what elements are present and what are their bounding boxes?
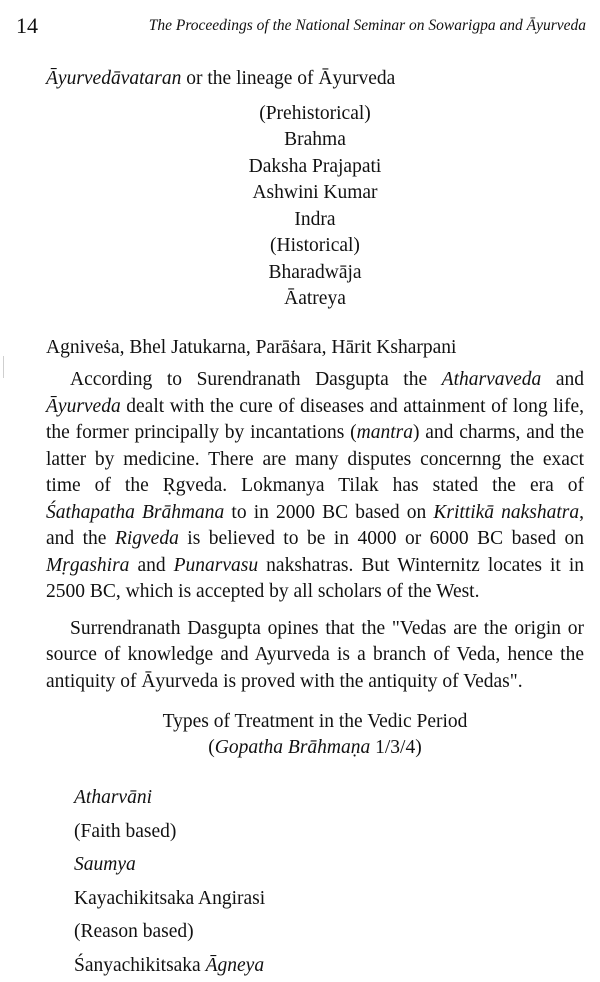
citation-source: Gopatha Brāhmaṇa: [215, 737, 370, 758]
lineage-heading-term: Āyurvedāvataran: [46, 68, 181, 89]
paragraph-text: and: [541, 369, 584, 390]
paragraph-text: , and the: [46, 502, 584, 550]
treatment-heading-block: [46, 709, 584, 761]
treatment-item: Atharvāni: [74, 781, 584, 815]
paragraph-text: to in 2000 BC based on: [224, 502, 433, 523]
margin-mark: [3, 356, 4, 378]
paragraph-dasgupta-vedas: Surrendranath Dasgupta opines that the "Vedas are the origin or source of knowledge and Ayurveda is a branch of Veda, hence the antiquity of Āyurveda is proved with the antiquity of Vedas".: [46, 616, 584, 696]
running-header: [0, 12, 600, 42]
lineage-item: Ashwini Kumar: [46, 180, 584, 207]
paragraph-text: and: [129, 555, 173, 576]
paragraph-text: nakshatras. But Winternitz locates it in 2500 BC, which is accepted by all scholars of the West.: [46, 555, 584, 603]
paragraph-text: is believed to be in 4000 or 6000 BC based on: [179, 528, 584, 549]
treatment-item: Saumya: [74, 848, 584, 882]
paragraph-dasgupta-atharvaveda: [46, 367, 584, 606]
paragraph-term: mantra: [357, 422, 413, 443]
lineage-item: Āatreya: [46, 286, 584, 313]
lineage-item: Brahma: [46, 127, 584, 154]
citation-ref: 1/3/4): [370, 737, 421, 758]
treatment-item-term: Āgneya: [206, 955, 264, 976]
page-body: [46, 66, 584, 982]
citation-open: (: [208, 737, 215, 758]
lineage-item: Indra: [46, 207, 584, 234]
lineage-list: [46, 101, 584, 313]
treatment-item-text: Śanyachikitsaka: [74, 955, 206, 976]
lineage-heading-text: or the lineage of Āyurveda: [181, 68, 395, 89]
treatment-heading: Types of Treatment in the Vedic Period: [46, 709, 584, 735]
lineage-item: Bharadwāja: [46, 260, 584, 287]
treatment-item: Kayachikitsaka Angirasi: [74, 882, 584, 916]
paragraph-term: Rigveda: [115, 528, 179, 549]
paragraph-term: Punarvasu: [174, 555, 259, 576]
paragraph-term: Krittikā nakshatra: [433, 502, 579, 523]
page-number: 14: [16, 12, 38, 40]
paragraph-text: dealt with the cure of diseases and attainment of long life, the former principally by incantations (: [46, 396, 584, 444]
paragraph-text: According to Surendranath Dasgupta the: [70, 369, 442, 390]
paragraph-term: Śathapatha Brāhmana: [46, 502, 224, 523]
paragraph-text: ) and charms, and the latter by medicine. There are many disputes concernng the exact time of the Ṛgveda. Lokmanya Tilak has stated the era of: [46, 422, 584, 496]
lineage-item: (Prehistorical): [46, 101, 584, 128]
paragraph-term: Atharvaveda: [442, 369, 542, 390]
lineage-heading: [46, 66, 584, 93]
treatment-item: (Faith based): [74, 815, 584, 849]
disciples-line: Agniveṡa, Bhel Jatukarna, Parāṡara, Hārit Ksharpani: [46, 335, 584, 362]
paragraph-term: Āyurveda: [46, 396, 121, 417]
lineage-item: (Historical): [46, 233, 584, 260]
lineage-item: Daksha Prajapati: [46, 154, 584, 181]
treatment-item: (Reason based): [74, 915, 584, 949]
treatment-citation: [46, 735, 584, 761]
treatment-item: [74, 949, 584, 982]
paragraph-term: Mṛgashira: [46, 555, 129, 576]
treatment-list: [74, 781, 584, 982]
running-title: The Proceedings of the National Seminar on Sowarigpa and Āyurveda: [149, 16, 586, 36]
